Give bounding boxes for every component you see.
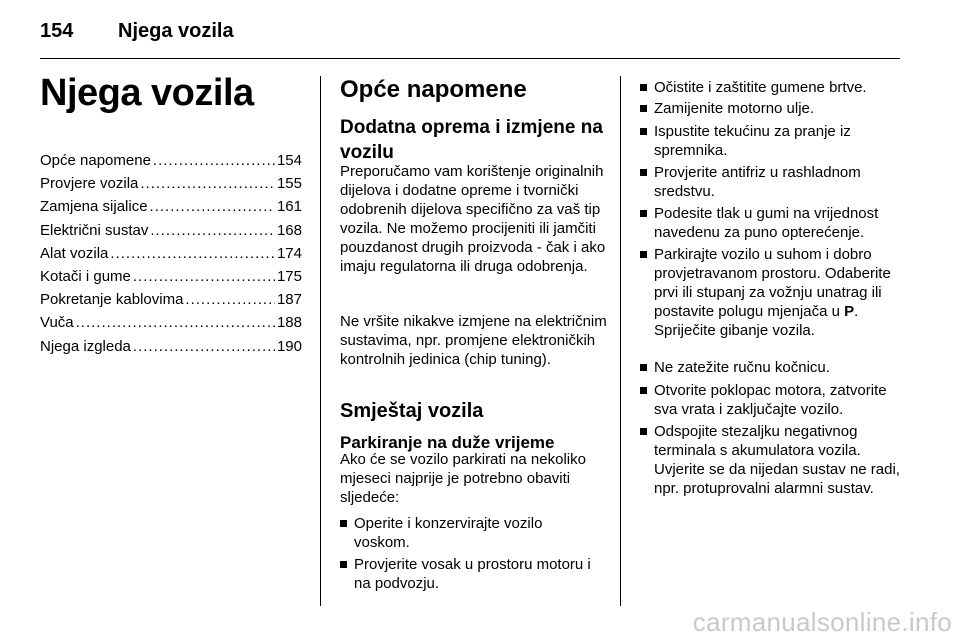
toc-item[interactable]: Kotači i gume ..... 175 [40, 268, 302, 291]
bullet-item: Odspojite stezaljku negativnog terminala s akumulatora vozila. Uvjerite se da nijedan sustav ne radi, npr. protuprovalni alarmni sustav. [640, 422, 905, 498]
bullet-square-icon [640, 364, 647, 371]
bullet-item: Očistite i zaštitite gumene brtve. [640, 78, 905, 97]
bullet-square-icon [640, 428, 647, 435]
column-divider-1 [320, 76, 321, 606]
watermark: carmanualsonline.info [692, 607, 952, 637]
toc-item[interactable]: Njega izgleda ..... 190 [40, 338, 302, 361]
toc-item[interactable]: Vuča ..... 188 [40, 314, 302, 337]
bullet-square-icon [640, 128, 647, 135]
subsection-heading: Parkiranje na duže vrijeme [340, 433, 555, 452]
section-heading: Opće napomene [340, 76, 527, 103]
bullet-item: Otvorite poklopac motora, zatvorite sva vrata i zaključajte vozilo. [640, 381, 905, 419]
bullet-item: Podesite tlak u gumi na vrijednost navedenu za puno opterećenje. [640, 204, 905, 242]
running-title: Njega vozila [118, 20, 234, 42]
subsection-heading: Dodatna oprema i izmjene na vozilu [340, 117, 603, 163]
bullet-item: Ispustite tekućinu za pranje iz spremnika. [640, 122, 905, 160]
gear-position-p: P [844, 303, 855, 320]
bullet-item: Ne zatežite ručnu kočnicu. [640, 358, 905, 377]
section-heading: Smještaj vozila [340, 400, 484, 422]
bullet-item: Provjerite vosak u prostoru motoru i na podvozju. [340, 555, 600, 593]
bullet-square-icon [340, 561, 347, 568]
bullet-square-icon [640, 84, 647, 91]
bullet-square-icon [640, 105, 647, 112]
bullet-square-icon [640, 169, 647, 176]
column-divider-2 [620, 76, 621, 606]
bullet-item: Operite i konzervirajte vozilo voskom. [340, 514, 600, 552]
toc-item[interactable]: Pokretanje kablovima ..... 187 [40, 291, 302, 314]
page-number: 154 [40, 20, 74, 42]
paragraph: Ne vršite nikakve izmjene na električnim sustavima, npr. promjene elektroničkih kontrolnih jedinica (chip tuning). [340, 313, 607, 368]
toc-item[interactable]: Alat vozila ..... 174 [40, 245, 302, 268]
bullet-square-icon [640, 210, 647, 217]
bullet-square-icon [340, 520, 347, 527]
toc-item[interactable]: Opće napomene ..... 154 [40, 152, 302, 175]
paragraph: Ako će se vozilo parkirati na nekoliko mjeseci najprije je potrebno obaviti sljedeće: [340, 451, 586, 506]
toc-item[interactable]: Provjere vozila ..... 155 [40, 175, 302, 198]
toc-item[interactable]: Zamjena sijalice ..... 161 [40, 198, 302, 221]
bullet-square-icon [640, 387, 647, 394]
paragraph: Preporučamo vam korištenje originalnih dijelova i dodatne opreme i tvornički odobrenih dijelova specifično za vaš tip vozila. Ne možemo procijeniti ili jamčiti pouzdanost drugih proizvoda - čak i ako imaju regulatorna ili druga odobrenja. [340, 163, 606, 275]
bullet-item: Provjerite antifriz u rashladnom sredstvu. [640, 163, 905, 201]
chapter-title: Njega vozila [40, 72, 254, 114]
bullet-item: Zamijenite motorno ulje. [640, 99, 905, 118]
bullet-square-icon [640, 251, 647, 258]
table-of-contents [40, 152, 302, 361]
header-rule [40, 58, 900, 59]
bullet-item: Parkirajte vozilo u suhom i dobro provjetravanom prostoru. Odaberite prvi ili stupanj za vožnju unatrag ili postavite polugu mjenjača u P. Spriječite gibanje vozila. [640, 245, 905, 340]
toc-item[interactable]: Električni sustav ..... 168 [40, 222, 302, 245]
